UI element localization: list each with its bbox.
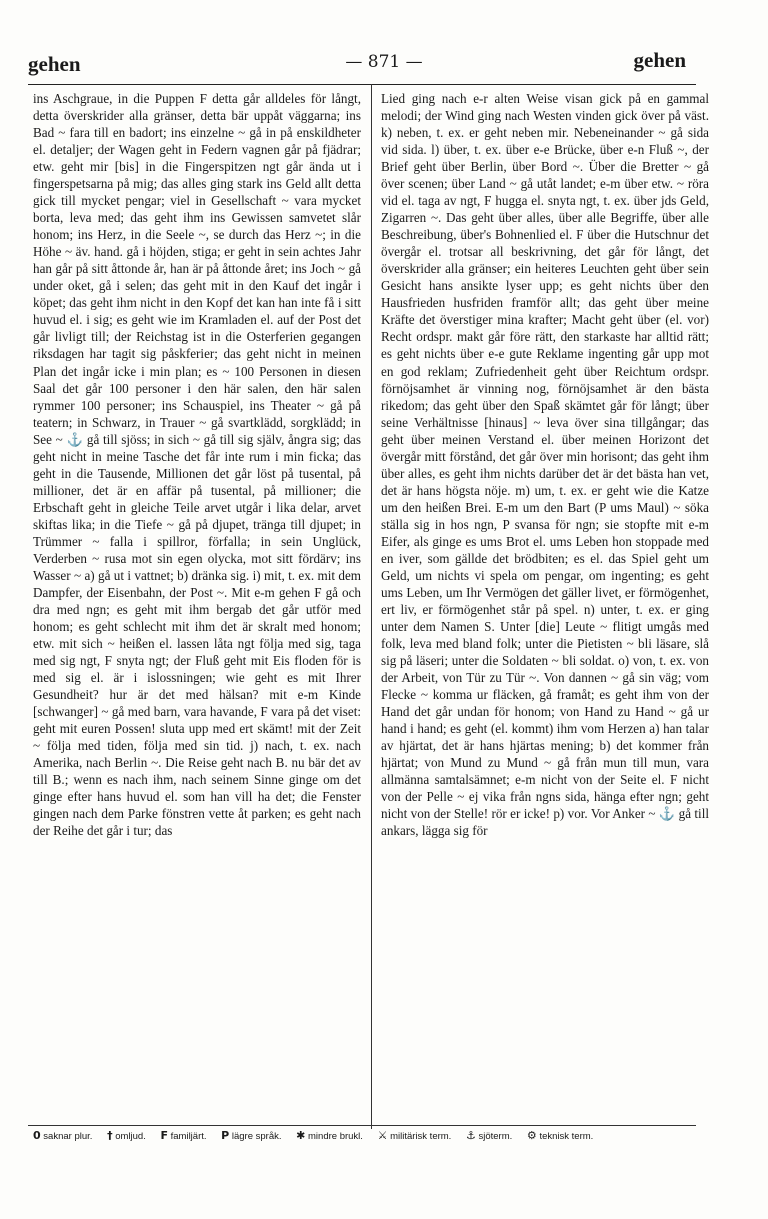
legend-item: † omljud. [107,1129,146,1142]
page-number: — 871 — [345,52,423,72]
legend-item: ⚔ militärisk term. [377,1129,452,1142]
abbreviation-legend [33,1129,713,1142]
page-header [0,0,768,90]
legend-item: ⚓ sjöterm. [465,1129,513,1142]
legend-item: ✱ mindre brukl. [296,1129,363,1142]
right-column: Lied ging nach e-r alten Weise visan gick på en gammal melodi; der Wind ging nach Westen vinden gick över på väst. k) neben, t. ex. er geht neben mir. Nebeneinander ~ gå sida vid sida. l) über, t. ex. über e-e Brücke, über e-n Fluß ~, der Brief geht über Berlin, über Bord ~. Über die Bretter ~ gå över scenen; über Land ~ gå utåt landet; e-m über etw. ~ röra vid el. taga av ngt, F hugga el. snyta ngt, t. ex. über jds Geld, Zigarren ~. Das geht über alles, über alle Begriffe, über alle Beschreibung, über's Bohnenlied el. F über die Hutschnur det övergår el. trotsar all beskrivning, det går för långt, det överskrider alla gränser; ein heiteres Leuchten geht über sein Gesicht hans ansikte lyser upp; es geht nichts über den Hausfrieden husfriden framför allt; das geht über meine Kräfte det överstiger mina krafter; Macht geht über (el. vor) Recht ordspr. makt går före rätt, den starkaste har alltid rätt; es geht nichts über e-e gute Reklame ingenting går upp mot en god reklam; Zufriedenheit geht über Reichtum ordspr. förnöjsamhet är vinning nog, förnöjsamhet är den bästa rikedom; das geht über den Spaß skämtet går för långt; über seine Verhältnisse [hinaus] ~ leva över sina tillgångar; das geht über meinen Verstand el. über meinen Horizont det övergår mitt förstånd, det går över min horisont; das geht ihm über alles, es geht ihm nichts darüber det är det bästa han vet, det är hans högsta nöje. m) um, t. ex. er geht wie die Katze um den heißen Brei. E-m um den Bart (P ums Maul) ~ söka ställa sig in hos ngn, P svansa för ngn; sie stopfte mit e-m Eifer, als ginge es ums Brot el. ums Leben hon stoppade med en iver, som gällde det brödbiten; es el. das Spiel geht um Geld, um nichts vi spela om pengar, om ingenting; es geht ums Leben, um Ihr Vermögen det gäller livet, er förmögenhet, ert liv, er förmögenhet står på spel. n) unter, t. ex. er ging unter dem Namen S. Unter [die] Leute ~ flitigt umgås med folk, leva med bland folk; unter die Pietisten ~ bli läsare, slå sig på läseri; unter die Soldaten ~ bli soldat. o) von, t. ex. von der Arbeit, von Tür zu Tür ~. Von dannen ~ gå sin väg; vom Flecke ~ komma ur fläcken, gå framåt; es geht ihm von der Hand det går undan för honom; von Hand zu Hand ~ gå ur hand i hand; es geht (el. kommt) ihm vom Herzen a) han talar av hjärtat, det är hans hjärtas mening; b) det kommer från hjärtat; von Mund zu Mund ~ gå från mun till mun, vara allmänna samtalsämnet; e-m nicht von der Seite el. F nicht von der Pelle ~ ej vika från ngns sida, hänga efter ngn; geht nicht von der Stelle! rör er icke! p) vor. Vor Anker ~ ⚓ gå till ankars, lägga sig för [381,91,709,839]
legend-item: F familjärt. [160,1129,207,1142]
left-column: ins Aschgraue, in die Puppen F detta går alldeles för långt, detta överskrider alla gränser, detta bär uppåt väggarna; ins Bad ~ fara till en badort; ins einzelne ~ gå in på enskildheter el. detaljer; der Wagen geht in Federn vagnen går på fjädrar; etw. geht mir [bis] in die Fingerspitzen ngt går ända ut i fingerspetsarna på mig; das alles ging stark ins Geld allt detta gick till mycket pengar; viel in Gesellschaft ~ vara mycket borta, leva med; das geht ihm ins Gewissen samvetet slår honom; ins Herz, in die Seele ~, se durch das Herz ~; in die Höhe ~ äv. hand. gå i höjden, stiga; er geht in sein achtes Jahr han går på sitt åttonde år, han är på åttonde året; ins Joch ~ gå under oket, gå i selen; das geht mit in den Kauf det ingår i köpet; das geht ihm nicht in den Kopf det kan han inte få i sitt huvud el. i sig; es geht wie im Kramladen el. auf der Post det går livligt till; der Reichstag ist in die Osterferien gegangen riksdagen har tagit sig påskferier; das geht nicht in meinen Plan det ingår icke i min plan; es ~ 100 Personen in diesen Saal det går 100 personer i den här salen, den här salen rymmer 100 personer; ins Schauspiel, ins Theater ~ gå på teatern; in Schwarz, in Trauer ~ gå svartklädd, sorgklädd; in See ~ ⚓ gå till sjöss; in sich ~ gå till sig själv, ångra sig; das geht nicht in meine Tasche det får inte rum i min ficka; das geht in die Tausende, Millionen det går löst på tusental, på millioner, det är en affär på tusental, på millioner; die Erbschaft geht in gleiche Teile arvet utgår i lika delar, arvet skiftas lika; in die Tiefe ~ gå på djupet, tränga till djupet; in Trümmer ~ falla i spillror, förfalla; in sein Unglück, Verderben ~ rusa mot sin egen olycka, mot sitt fördärv; ins Wasser ~ a) gå ut i vattnet; b) dränka sig. i) mit, t. ex. mit dem Dampfer, der Eisenbahn, der Post ~. Mit e-m gehen F gå och dra med ngn; es geht mit ihm bergab det går utför med honom; es geht schlecht mit ihm det är skralt med honom; etw. mit sich ~ heißen el. lassen låta ngt följa med sig, taga med sig ngt, F snyta ngt; der Fluß geht mit Eis floden för is med sig el. är i islossningen; wie geht es mit Ihrer Gesundheit? hur är det med hälsan? mit e-m Kinde [schwanger] ~ gå med barn, vara havande, F vara på det viset: geht mit euren Possen! sluta upp med ert skämt! mit der Zeit ~ följa med tiden, följa med sin tid. j) nach, t. ex. nach Amerika, nach Berlin ~. Die Reise geht nach B. nu bär det av till B.; wenn es nach ihm, nach seinem Sinne ginge om det ginge efter hans huvud el. som han vill ha det; die Fenster gingen nach dem Parke fönstren vette åt parken; es geht nach der Reihe det går i tur; das [33,91,361,839]
legend-item: 0 saknar plur. [33,1129,93,1142]
headword-left: gehen [28,52,81,76]
header-rule [28,84,696,85]
legend-item: P lägre språk. [221,1129,282,1142]
column-divider [371,84,372,1129]
headword-right: gehen [633,48,686,72]
footer-rule [28,1125,696,1126]
legend-item: ⚙ teknisk term. [526,1129,594,1142]
